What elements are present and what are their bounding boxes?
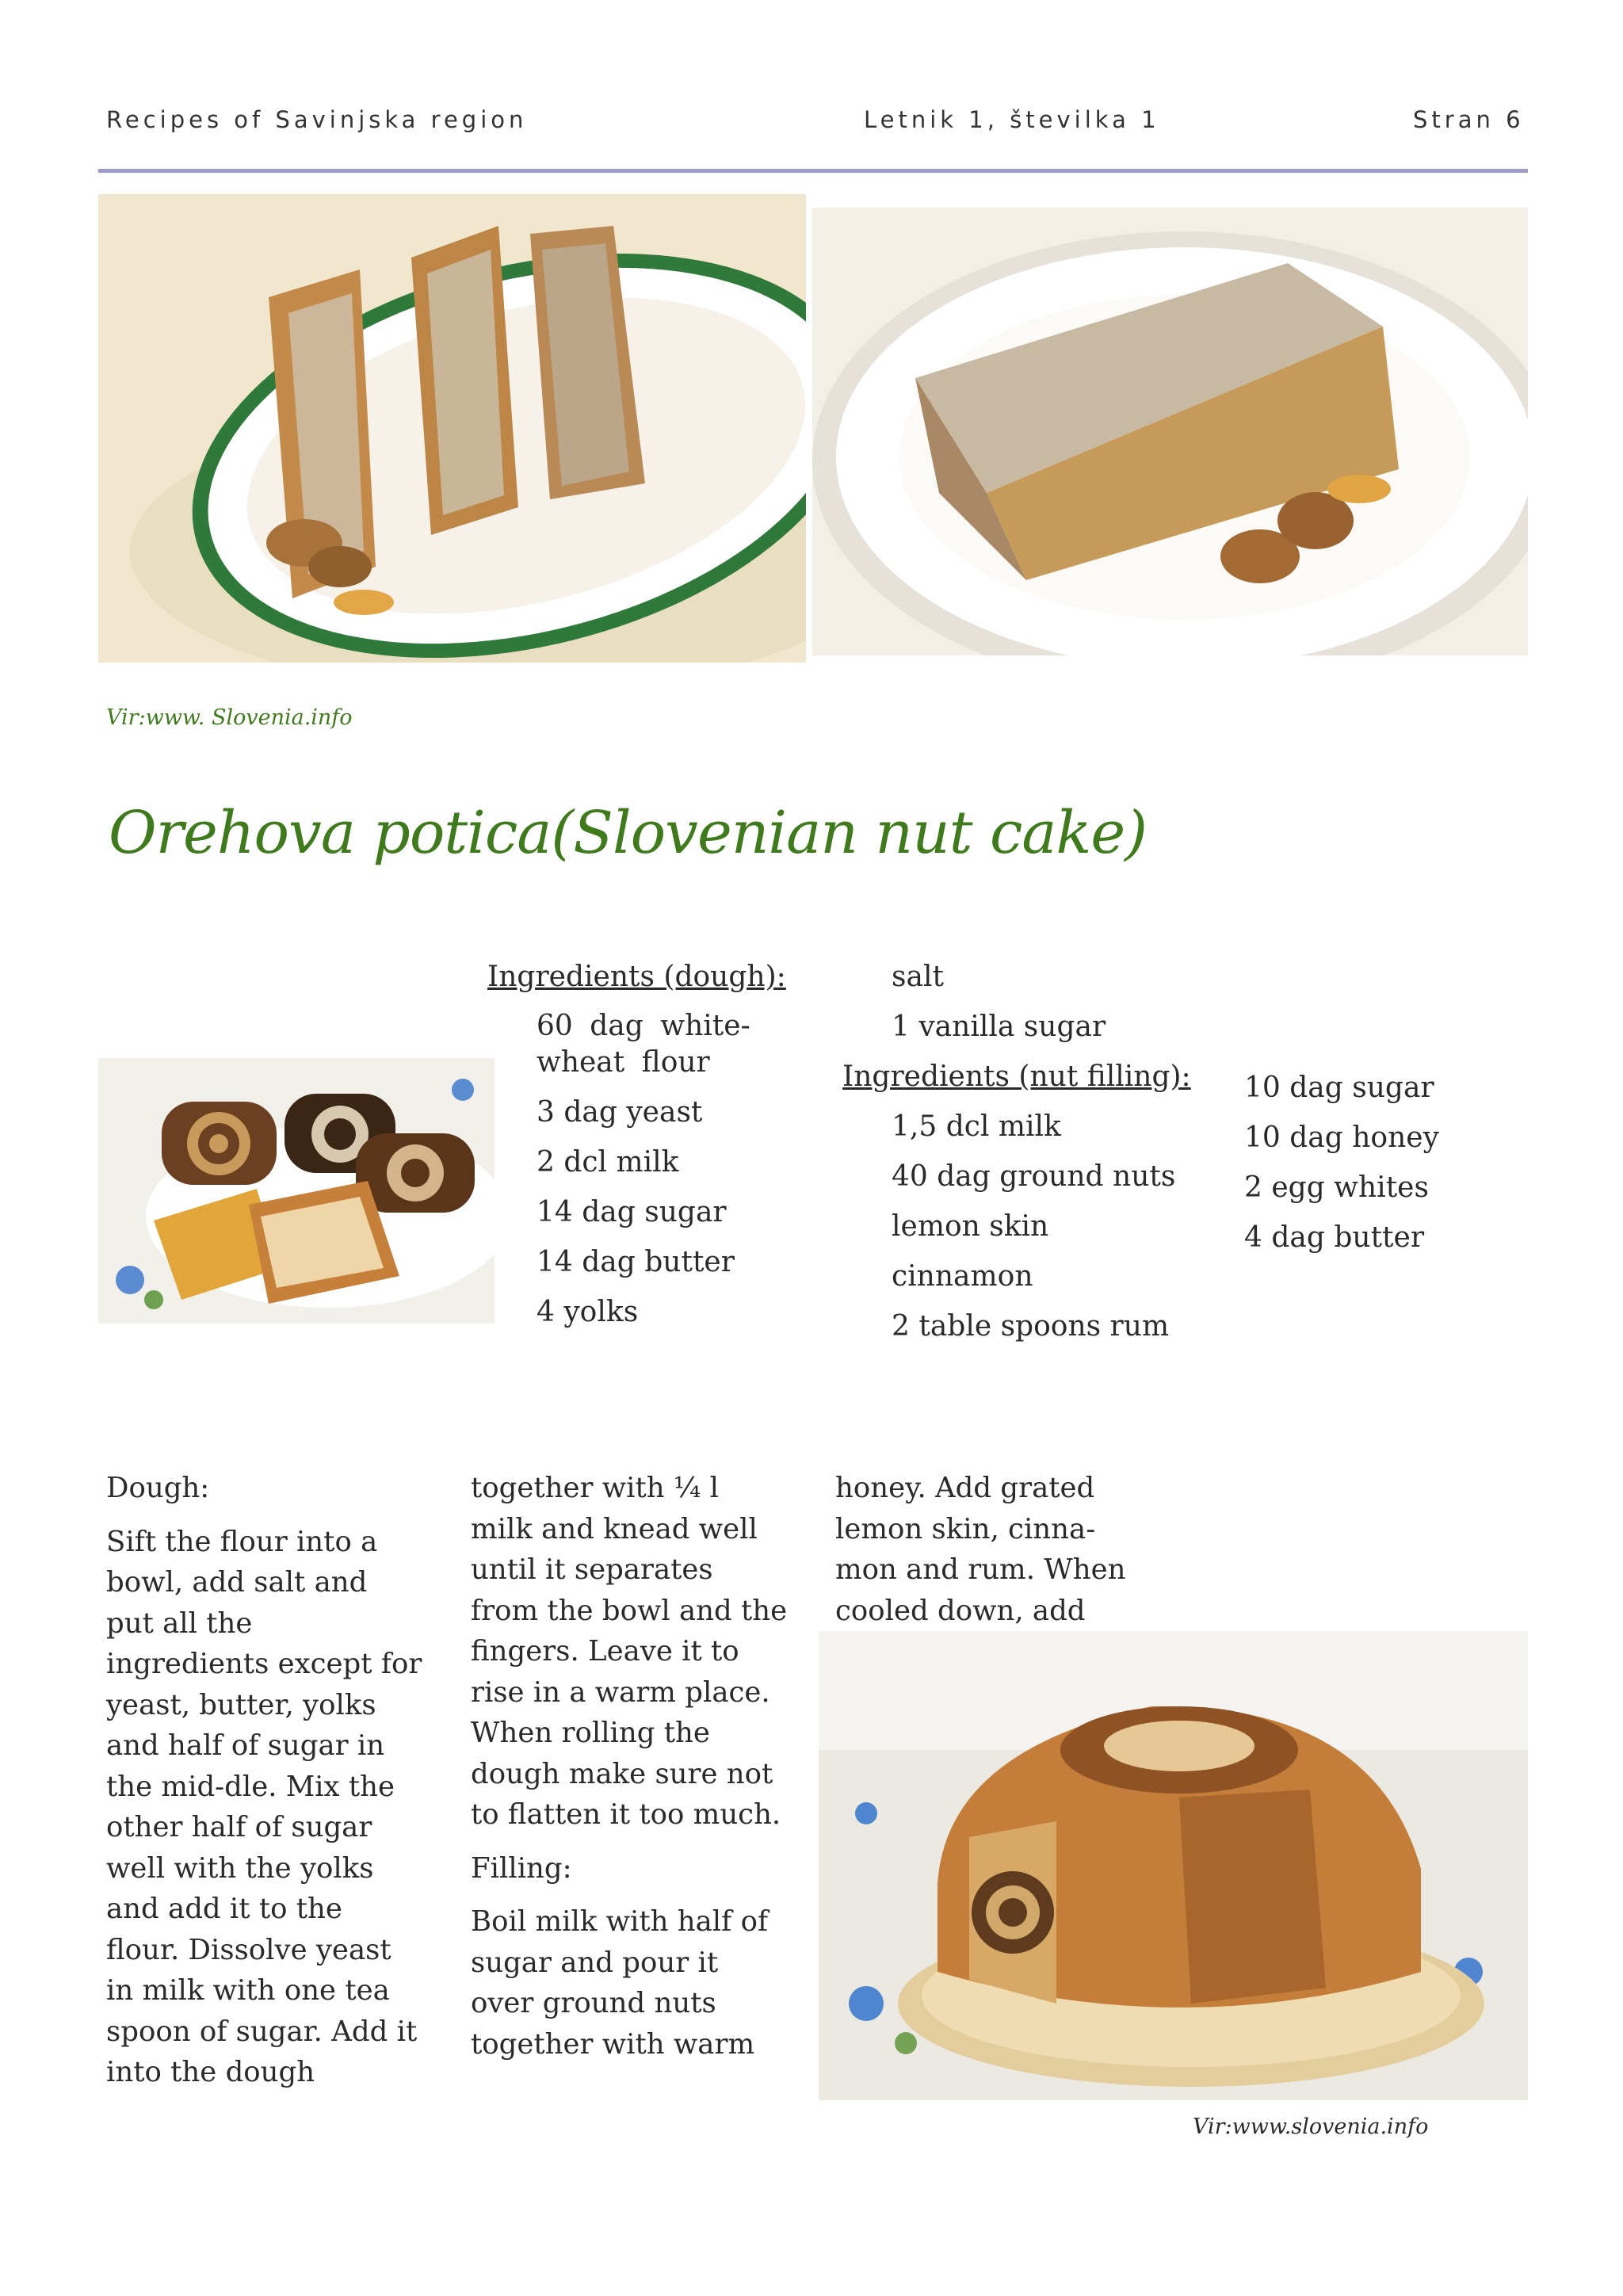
- ingredient-item: 2 dcl milk: [537, 1146, 679, 1179]
- ingredient-item: 14 dag sugar: [537, 1196, 727, 1228]
- header-page: Stran 6: [1413, 106, 1525, 133]
- ingredient-item: 1 vanilla sugar: [892, 1010, 1106, 1043]
- ingredient-item: 60 dag white-wheat flour: [537, 1010, 750, 1079]
- ingredient-item: 4 yolks: [537, 1296, 639, 1328]
- ingredient-item: salt: [892, 961, 944, 993]
- photo-credit-bottom: Vir:www.slovenia.info: [1193, 2115, 1429, 2139]
- ingredients-filling-heading: Ingredients (nut filling):: [842, 1060, 1191, 1093]
- nut-cake-plate-photo: [812, 208, 1528, 655]
- page-title: Orehova potica(Slovenian nut cake): [109, 799, 1148, 867]
- ingredient-item: cinnamon: [892, 1260, 1033, 1293]
- ingredient-item: 10 dag sugar: [1244, 1072, 1434, 1104]
- ingredient-item: lemon skin: [892, 1210, 1049, 1243]
- ingredients-dough-heading: Ingredients (dough):: [487, 961, 786, 993]
- potica-ring-cake-photo: [819, 1631, 1528, 2100]
- header-rule: [98, 169, 1528, 173]
- ingredients-filling-list: [842, 959, 1207, 1345]
- method-filling-text: Boil milk with half of sugar and pour it over ground nuts together with warm honey. Add grated lemon skin, cinna-mon and rum. When cooled down, add: [471, 1472, 1126, 2061]
- ingredients-filling-cont-list: [1244, 1070, 1514, 1256]
- ingredient-item: 14 dag butter: [537, 1246, 735, 1278]
- potica-assortment-photo: [98, 1058, 495, 1324]
- ingredient-item: 2 table spoons rum: [892, 1310, 1170, 1343]
- ingredient-item: 1,5 dcl milk: [892, 1110, 1061, 1143]
- nut-cake-slices-photo: [98, 194, 806, 663]
- ingredient-item: 40 dag ground nuts: [892, 1160, 1176, 1193]
- ingredient-item: 3 dag yeast: [537, 1096, 703, 1129]
- header-publication: Recipes of Savinjska region: [106, 106, 528, 133]
- method-filling-heading: Filling:: [471, 1851, 572, 1885]
- method-dough-text: Sift the flour into a bowl, add salt and put all the ingredients except for yeast, butter, yolks and half of sugar in the mid-dle. Mix the other half of sugar well with the yolks and add it to the flour. Dissolve yeast in milk with one tea spoon of sugar. Add it into the dough together with ¼ l milk and knead well until it separates from the bowl and the fingers. Leave it to rise in a warm place. When rolling the dough make sure not to flatten it too much.: [106, 1472, 788, 2088]
- ingredient-item: 4 dag butter: [1244, 1221, 1425, 1254]
- ingredient-item: 2 egg whites: [1244, 1171, 1429, 1204]
- ingredient-item: 10 dag honey: [1244, 1121, 1439, 1154]
- header-issue: Letnik 1, številka 1: [864, 106, 1160, 133]
- method-dough-heading: Dough:: [106, 1472, 210, 1504]
- photo-credit-top: Vir:www. Slovenia.info: [106, 705, 353, 730]
- ingredients-dough-list: [487, 959, 820, 1331]
